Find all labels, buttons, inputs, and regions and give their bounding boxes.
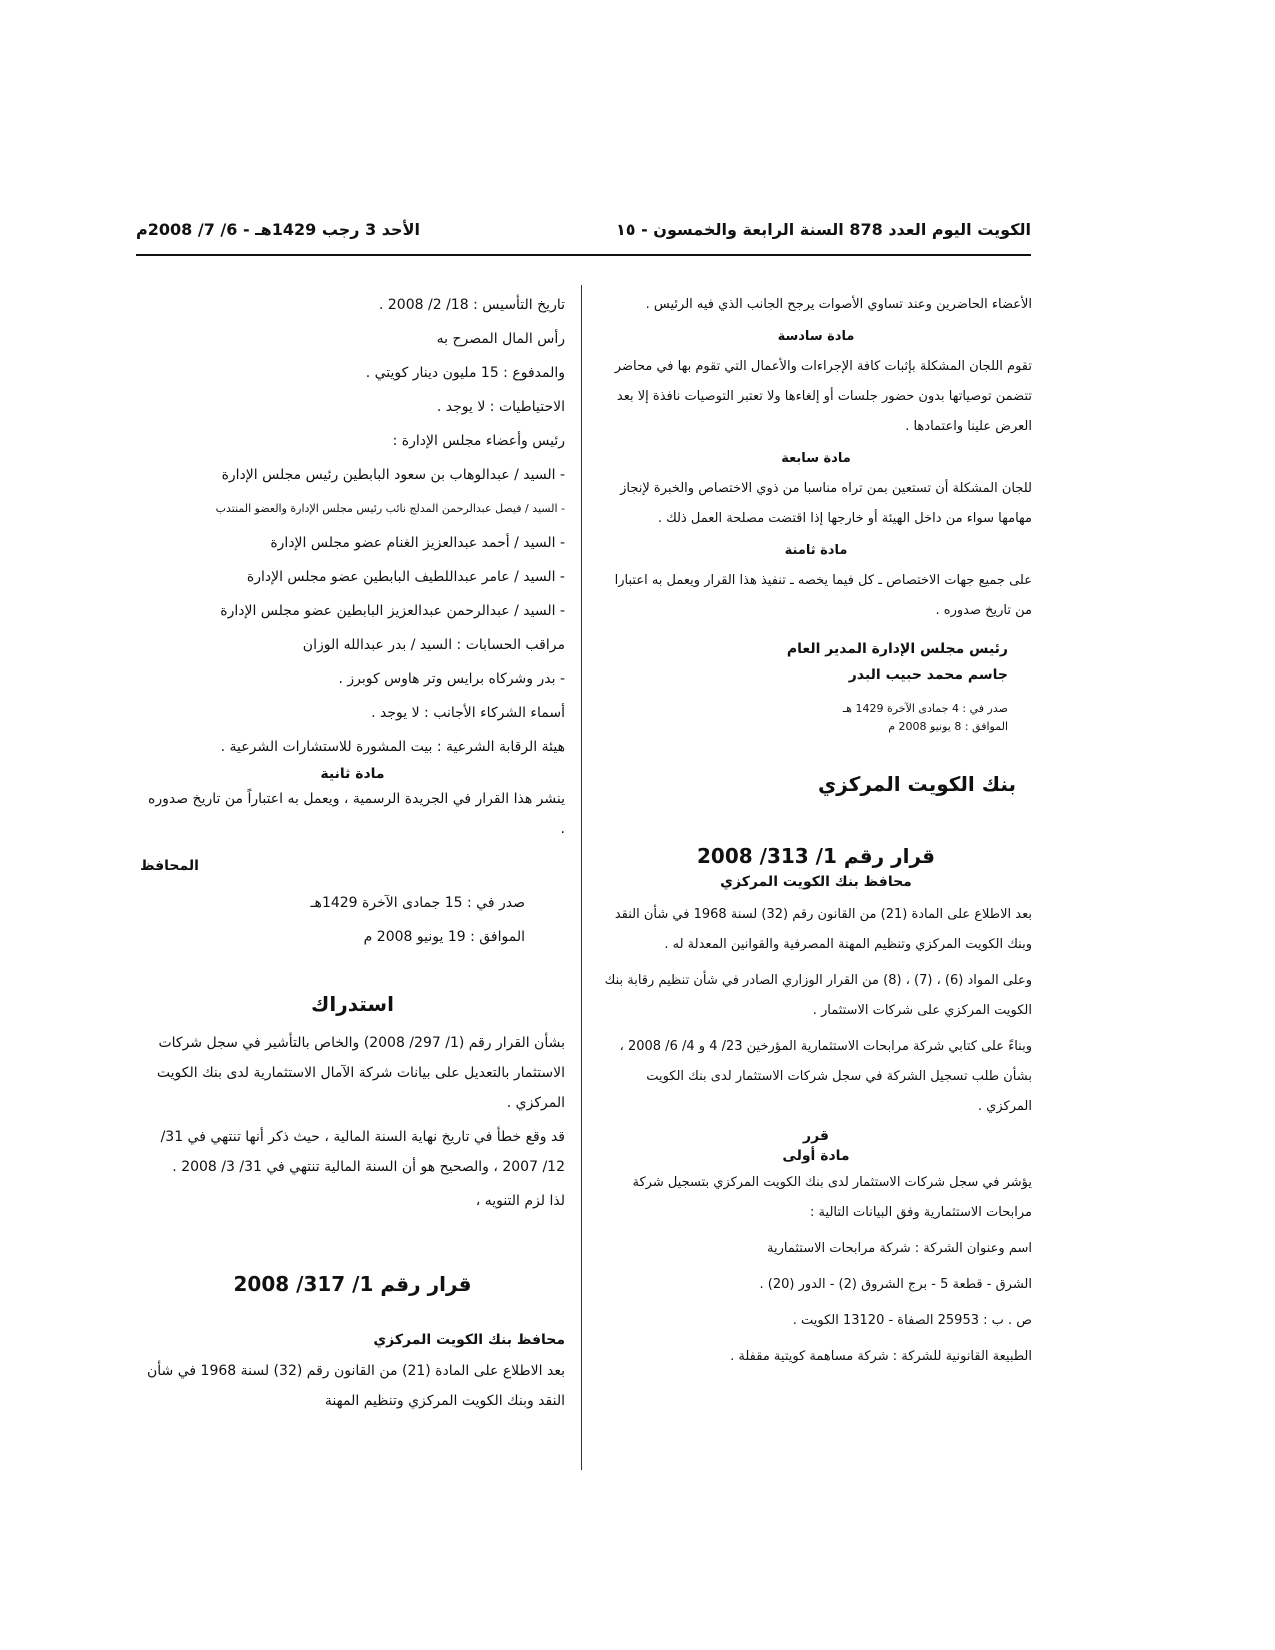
article-2-title: مادة ثانية — [320, 766, 385, 782]
issued-hijri: صدر في : 4 جمادى الآخرة 1429 هـ — [842, 702, 1008, 715]
list-item: رئيس وأعضاء مجلس الإدارة : — [392, 433, 565, 449]
decree-title: قرار رقم 1/ 313/ 2008 — [696, 844, 936, 868]
decided-heading: قرر — [803, 1128, 829, 1144]
paragraph: وعلى المواد (6) ، (7) ، (8) من القرار الوزاري الصادر في شأن تنظيم رقابة بنك الكويت المركزي على شركات الاستثمار . — [604, 973, 1032, 1018]
header-date: الأحد 3 رجب 1429هـ - 6/ 7/ 2008م — [136, 219, 420, 239]
article-6-title: مادة سادسة — [777, 329, 855, 344]
issued-hijri: صدر في : 15 جمادى الآخرة 1429هـ — [310, 895, 525, 911]
correction-heading: استدراك — [311, 992, 394, 1016]
list-item: - السيد / فيصل عبدالرحمن المدلج نائب رئيس مجلس الإدارة والعضو المنتدب — [215, 502, 565, 515]
paragraph: بشأن القرار رقم (1/ 297/ 2008) والخاص بالتأشير في سجل شركات الاستثمار بالتعديل على بيانات شركة الآمال الاستثمارية لدى بنك الكويت المركزي . — [156, 1035, 565, 1111]
list-item: أسماء الشركاء الأجانب : لا يوجد . — [371, 705, 565, 721]
governor-heading: محافظ بنك الكويت المركزي — [720, 874, 912, 890]
article-6-text: تقوم اللجان المشكلة بإثبات كافة الإجراءات والأعمال التي تقوم بها في محاضر تتضمن توصياتها بدون حضور جلسات أو إلغاءها ولا تعتبر التوصيات نافذة إلا بعد العرض علينا واعتمادها . — [614, 359, 1032, 434]
article-7-title: مادة سابعة — [781, 451, 851, 466]
article-1-title: مادة أولى — [782, 1148, 850, 1164]
article-8-title: مادة ثامنة — [784, 543, 848, 558]
company-name-line: اسم وعنوان الشركة : شركة مرابحات الاستثمارية — [767, 1241, 1032, 1256]
paragraph: وبناءً على كتابي شركة مرابحات الاستثمارية المؤرخين 23/ 4 و 4/ 6/ 2008 ، بشأن طلب تسجيل الشركة في سجل شركات الاستثمار لدى بنك الكويت المركزي . — [619, 1039, 1032, 1114]
legal-nature-line: الطبيعة القانونية للشركة : شركة مساهمة كويتية مقفلة . — [730, 1349, 1032, 1364]
issued-gregorian: الموافق : 19 يونيو 2008 م — [363, 929, 525, 945]
page-header — [136, 212, 1031, 246]
signatory-name: جاسم محمد حبيب البدر — [848, 667, 1008, 683]
article-2-text: ينشر هذا القرار في الجريدة الرسمية ، ويعمل به اعتباراً من تاريخ صدوره . — [147, 791, 565, 837]
right-column — [600, 290, 1032, 1378]
header-rule — [136, 254, 1031, 256]
list-item: - السيد / عامر عبداللطيف البابطين عضو مجلس الإدارة — [246, 569, 565, 585]
paragraph: بعد الاطلاع على المادة (21) من القانون رقم (32) لسنة 1968 في شأن النقد وبنك الكويت المركزي وتنظيم المهنة — [146, 1363, 565, 1409]
list-item: الاحتياطيات : لا يوجد . — [436, 399, 565, 415]
issue-date-block — [140, 888, 565, 952]
list-item: تاريخ التأسيس : 18/ 2/ 2008 . — [378, 297, 565, 313]
decree-title: قرار رقم 1/ 317/ 2008 — [233, 1272, 472, 1296]
paragraph: بعد الاطلاع على المادة (21) من القانون رقم (32) لسنة 1968 في شأن النقد وبنك الكويت المركزي وتنظيم المهنة المصرفية والقوانين المعدلة له . — [614, 907, 1032, 952]
article-7-text: للجان المشكلة أن تستعين بمن تراه مناسبا من ذوي الاختصاص والخبرة لإنجاز مهامها سواء من داخل الهيئة أو خارجها إذا اقتضت مصلحة العمل ذلك . — [620, 481, 1032, 526]
article-1-text: يؤشر في سجل شركات الاستثمار لدى بنك الكويت المركزي بتسجيل شركة مرابحات الاستثمارية وفق البيانات التالية : — [632, 1175, 1032, 1220]
issue-date-block — [600, 700, 1032, 736]
list-item: - السيد / عبدالرحمن عبدالعزيز البابطين عضو مجلس الإدارة — [220, 603, 565, 619]
governor-signature: المحافظ — [140, 858, 199, 874]
list-item: - السيد / أحمد عبدالعزيز الغنام عضو مجلس الإدارة — [270, 535, 565, 551]
header-issue-info: الكويت اليوم العدد 878 السنة الرابعة والخمسون - ١٥ — [615, 219, 1031, 239]
governor-heading: محافظ بنك الكويت المركزي — [373, 1332, 565, 1348]
company-address-line: الشرق - قطعة 5 - برج الشروق (2) - الدور (20) . — [759, 1277, 1032, 1292]
section-heading: بنك الكويت المركزي — [817, 772, 1016, 796]
list-item: رأس المال المصرح به — [436, 331, 565, 347]
signature-block — [600, 636, 1032, 688]
list-item: والمدفوع : 15 مليون دينار كويتي . — [365, 365, 565, 381]
paragraph: قد وقع خطأ في تاريخ نهاية السنة المالية ، حيث ذكر أنها تنتهي في 31/ 12/ 2007 ، والصحيح هو أن السنة المالية تنتهي في 31/ 3/ 2008 . — [160, 1129, 565, 1175]
po-box-line: ص . ب : 25953 الصفاة - 13120 الكويت . — [792, 1313, 1032, 1328]
list-item: - بدر وشركاه برايس وتر هاوس كوبرز . — [338, 671, 565, 687]
list-item: - السيد / عبدالوهاب بن سعود البابطين رئيس مجلس الإدارة — [221, 467, 565, 483]
list-item: مراقب الحسابات : السيد / بدر عبدالله الوزان — [302, 637, 565, 653]
list-item: هيئة الرقابة الشرعية : بيت المشورة للاستشارات الشرعية . — [220, 739, 565, 755]
left-column — [140, 290, 565, 1420]
issued-gregorian: الموافق : 8 يونيو 2008 م — [888, 720, 1008, 733]
article-8-text: على جميع جهات الاختصاص ـ كل فيما يخصه ـ تنفيذ هذا القرار ويعمل به اعتبارا من تاريخ صدوره . — [614, 573, 1032, 618]
paragraph: الأعضاء الحاضرين وعند تساوي الأصوات يرجح الجانب الذي فيه الرئيس . — [645, 297, 1032, 312]
column-divider — [581, 285, 582, 1470]
signatory-title: رئيس مجلس الإدارة المدير العام — [786, 641, 1008, 657]
paragraph: لذا لزم التنويه ، — [475, 1193, 565, 1209]
